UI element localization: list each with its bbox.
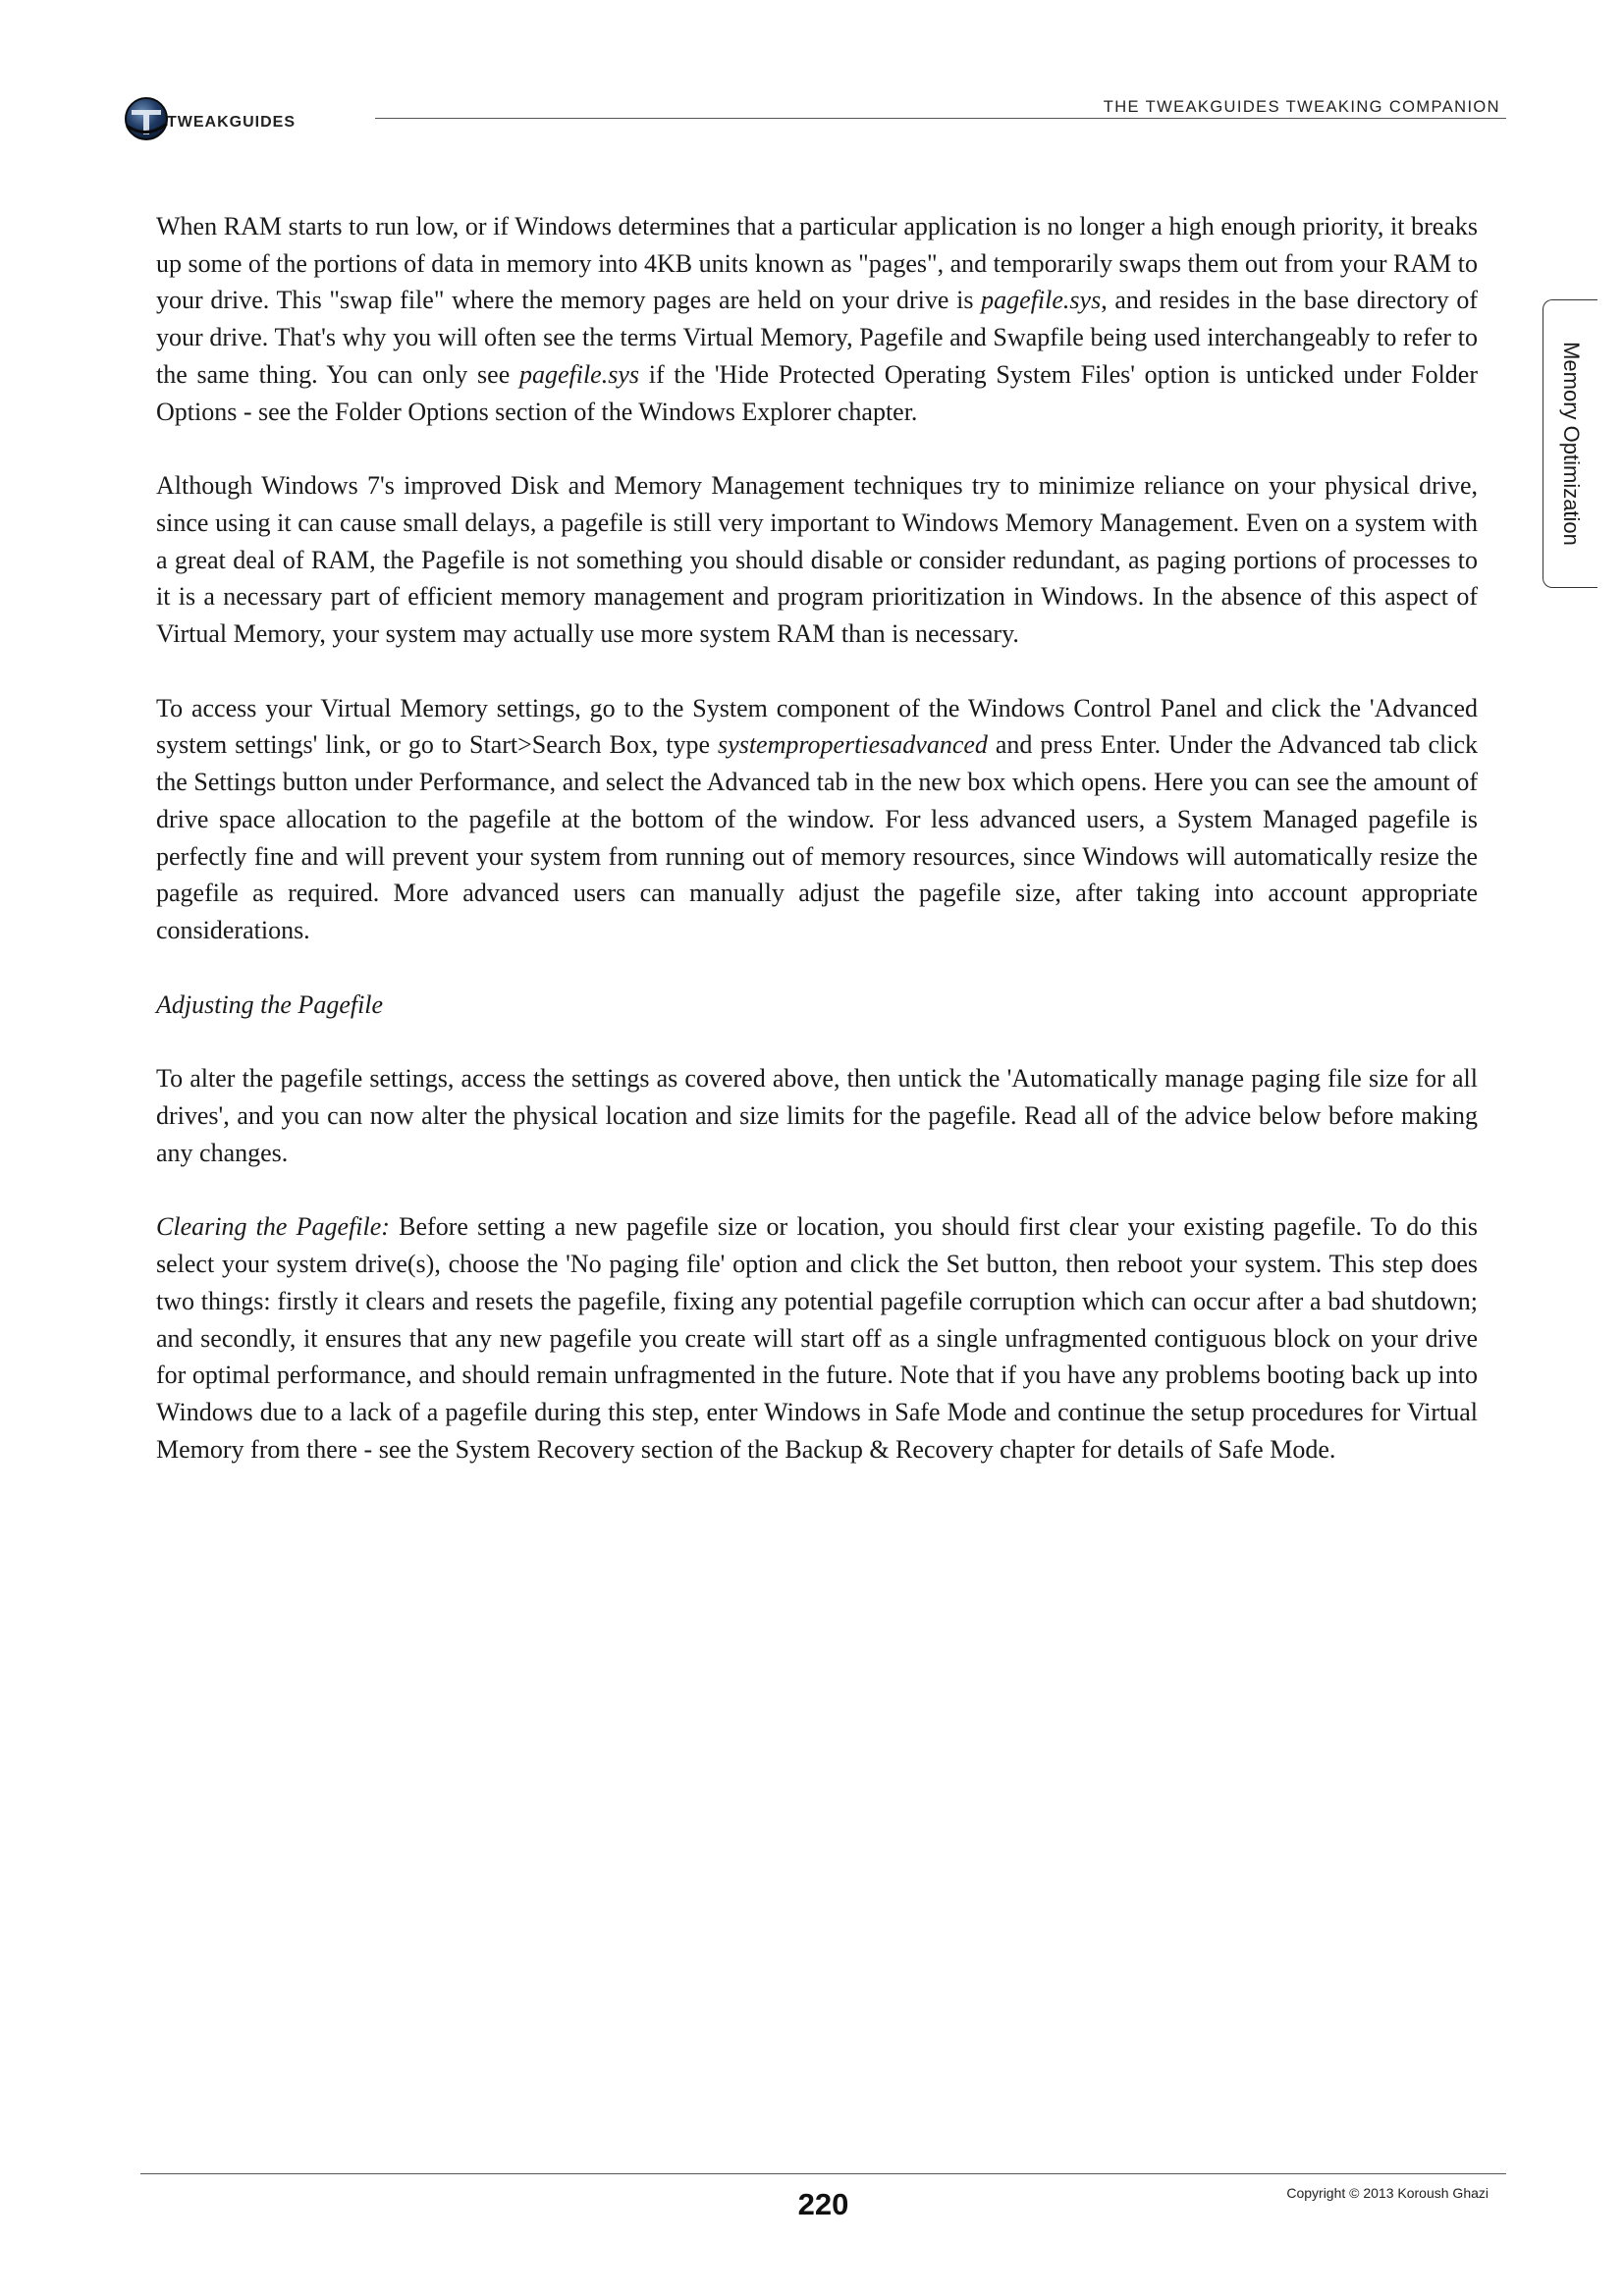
page-number: 220 [797,2187,849,2221]
paragraph-1 [156,208,1478,430]
paragraph-1-filename-b: pagefile.sys [518,359,639,389]
page-footer [140,2173,1506,2232]
subheading-adjusting-pagefile: Adjusting the Pagefile [156,989,384,1019]
paragraph-5-text: Before setting a new pagefile size or location, you should first clear your existing pagefile. To do this select your system drive(s), choose the 'No paging file' option and click the Set button, then reboot your system. This step does two things: firstly it clears and resets the pagefile, fixing any potential pagefile corruption which can occur after a bad shutdown; and secondly, it ensures that any new pagefile you create will start off as a single unfragmented contiguous block on your drive for optimal performance, and should remain unfragmented in the future. Note that if you have any problems booting back up into Windows due to a lack of a pagefile during this step, enter Windows in Safe Mode and continue the setup procedures for Virtual Memory from there - see the System Recovery section of the Backup & Recovery chapter for details of Safe Mode. [156,1212,1478,1464]
paragraph-4: To alter the pagefile settings, access the settings as covered above, then untick the 'Automatically manage paging file size for all drives', and you can now alter the physical location and size limits for the pagefile. Read all of the advice below before making any changes. [156,1064,1478,1167]
copyright-notice: Copyright © 2013 Koroush Ghazi [1286,2185,1489,2201]
paragraph-1-text-b: , and resides in the base directory of your drive. That's why you will often see the terms Virtual Memory, Pagefile and Swapfile being used interchangeably to refer to the same thing. You can only see [156,286,1478,389]
paragraph-3-text-b: and press Enter. Under the Advanced tab click the Settings button under Performance, and select the Advanced tab in the new box which opens. Here you can see the amount of drive space allocation to the pagefile at the bottom of the window. For less advanced users, a System Managed pagefile is perfectly fine and will prevent your system from running out of memory resources, since Windows will automatically resize the pagefile as required. More advanced users can manually adjust the pagefile size, after taking into account appropriate considerations. [156,730,1479,944]
page-header [124,94,1506,143]
header-title: THE TWEAKGUIDES TWEAKING COMPANION [1103,98,1500,116]
tweakguides-logo [124,96,359,141]
footer-rule [140,2173,1506,2174]
paragraph-3 [156,690,1478,949]
paragraph-5-lead: Clearing the Pagefile: [156,1212,390,1242]
paragraph-1-text-c: if the 'Hide Protected Operating System Files' option is unticked under Folder Options - see the Folder Options section of the Windows Explorer chapter. [156,359,1479,426]
paragraph-3-command: systempropertiesadvanced [718,730,988,760]
logo-wordmark: TWEAKGUIDES [167,114,296,131]
chapter-side-tab [1543,299,1597,588]
paragraph-1-filename-a: pagefile.sys [981,286,1102,315]
chapter-side-tab-label: Memory Optimization [1558,342,1584,546]
paragraph-3-text-a: To access your Virtual Memory settings, go to the System component of the Windows Control Panel and click the 'Advanced system settings' link, or go to Start>Search Box, type [156,693,1478,760]
paragraph-5 [156,1208,1478,1468]
main-content [156,208,1478,1505]
paragraph-2: Although Windows 7's improved Disk and Memory Management techniques try to minimize reliance on your physical drive, since using it can cause small delays, a pagefile is still very important to Windows Memory Management. Even on a system with a great deal of RAM, the Pagefile is not something you should disable or consider redundant, as paging portions of processes to it is a necessary part of efficient memory management and program prioritization in Windows. In the absence of this aspect of Virtual Memory, your system may actually use more system RAM than is necessary. [156,471,1478,649]
paragraph-1-text-a: When RAM starts to run low, or if Windows determines that a particular application is no longer a high enough priority, it breaks up some of the portions of data in memory into 4KB units known as "pages", and temporarily swaps them out from your RAM to your drive. This "swap file" where the memory pages are held on your drive is [156,212,1478,315]
header-rule [375,118,1506,119]
